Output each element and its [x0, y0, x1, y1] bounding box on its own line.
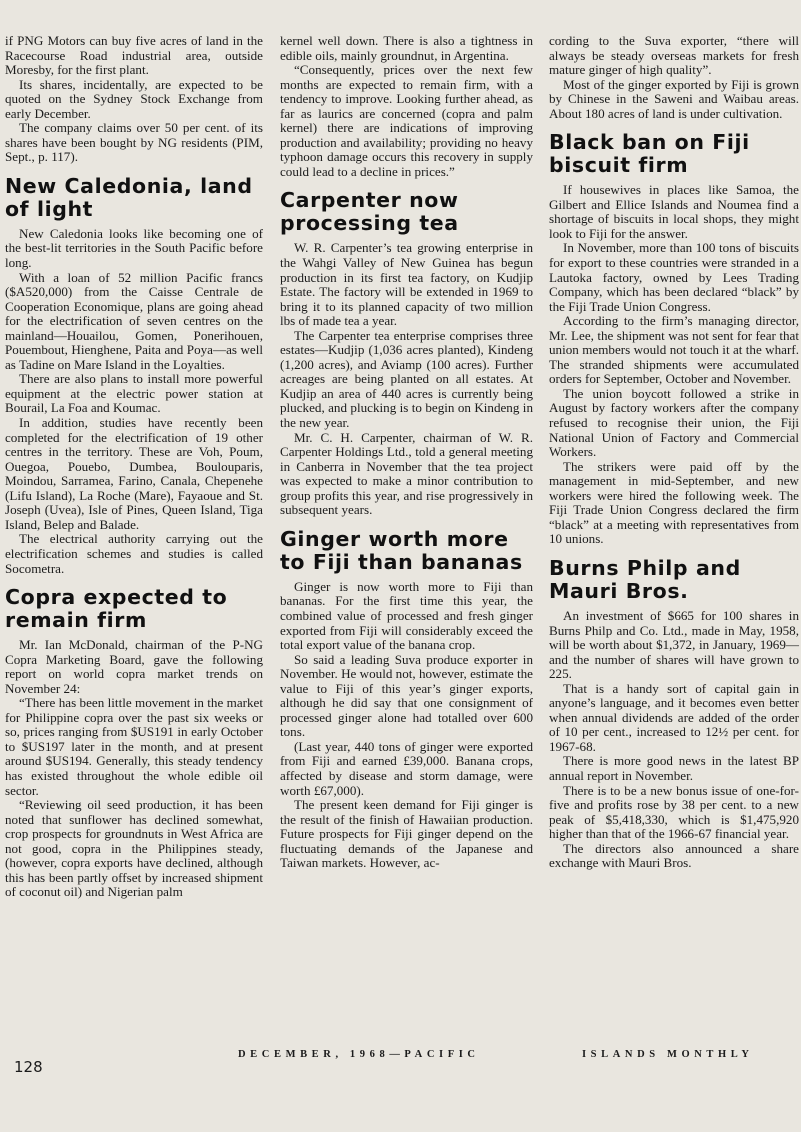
page-footer — [0, 1046, 801, 1086]
paragraph: In November, more than 100 tons of biscuits for export to these countries were stranded in a Lautoka factory, owned by Lees Trading Company, which has been declared “black” by the Fiji Trade Union Congress. — [549, 240, 799, 314]
paragraph: kernel well down. There is also a tightness in edible oils, mainly groundnut, in Argentina. — [280, 33, 533, 63]
paragraph: cording to the Suva exporter, “there will always be steady overseas markets for fresh mature ginger of high quality”. — [549, 33, 799, 78]
running-head-right: ISLANDS MONTHLY — [582, 1049, 754, 1060]
paragraph: The company claims over 50 per cent. of its shares have been bought by NG residents (PIM, Sept., p. 117). — [5, 120, 263, 165]
running-head-left: DECEMBER, 1968—PACIFIC — [238, 1049, 480, 1060]
page-number: 128 — [14, 1058, 43, 1076]
headline-ginger: Ginger worth more to Fiji than bananas — [280, 526, 523, 574]
paragraph: The Carpenter tea enterprise comprises three estates—Kudjip (1,036 acres planted), Kindeng (1,200 acres), and Aviamp (100 acres). Further acreages are being planted on all estates. At Kudjip an area of 440 acres is currently being plucked, and plucking is to begin on Kindeng in the new year. — [280, 327, 533, 431]
paragraph: The union boycott followed a strike in August by factory workers after the company refused to recognise their union, the Fiji National Union of Factory and Commercial Workers. — [549, 385, 799, 460]
paragraph: So said a leading Suva produce exporter in November. He would not, however, estimate the value to Fiji of this year’s ginger exports, although he did say that one consignment of processed ginger alone had totalled over 600 tons. — [280, 651, 533, 740]
headline-carpenter-tea: Carpenter now processing tea — [280, 188, 459, 236]
headline-copra: Copra expected to remain firm — [5, 585, 228, 633]
column-right — [549, 34, 799, 871]
paragraph: According to the firm’s managing director, Mr. Lee, the shipment was not sent for fear that union members would not touch it at the wharf. The stranded shipments were accumulated orders for September, October and November. — [549, 313, 799, 387]
paragraph: With a loan of 52 million Pacific francs ($A520,000) from the Caisse Centrale de Cooperation Economique, plans are going ahead for the electrification of seven centres on the mainland—Houailou, Gomen, Ponerihouen, Pouembout, Hienghene, Paita and Poya—as well as Tadine on Mare Island in the Loyalties. — [5, 269, 263, 372]
paragraph: Mr. Ian McDonald, chairman of the P-NG Copra Marketing Board, gave the following report on world copra market trends on November 24: — [5, 637, 263, 696]
paragraph: There are also plans to install more powerful equipment at the electric power station at Bourail, La Foa and Koumac. — [5, 371, 263, 416]
paragraph: “There has been little movement in the market for Philippine copra over the past six weeks or so, prices ranging from $US191 in early October to $US197 later in the month, and at present around $US194. Generally, this steady tendency has existed throughout the whole edible oil sector. — [5, 695, 263, 798]
paragraph: Ginger is now worth more to Fiji than bananas. For the first time this year, the combined value of processed and fresh ginger exported from Fiji will considerably exceed the total export value of the banana crop. — [280, 578, 533, 653]
paragraph: New Caledonia looks like becoming one of the best-lit territories in the South Pacific before long. — [5, 225, 263, 271]
paragraph: There is to be a new bonus issue of one-for-five and profits rose by 38 per cent. to a new peak of $5,418,330, which is $1,475,920 higher than that of the 1966-67 financial year. — [549, 782, 799, 842]
paragraph: There is more good news in the latest BP annual report in November. — [549, 753, 799, 783]
paragraph: if PNG Motors can buy five acres of land in the Racecourse Road industrial area, outside Moresby, for the first plant. — [5, 33, 263, 78]
headline-black-ban: Black ban on Fiji biscuit firm — [549, 130, 750, 178]
paragraph: W. R. Carpenter’s tea growing enterprise in the Wahgi Valley of New Guinea has begun production in its first tea factory, on Kudjip Estate. The factory will be extended in 1969 to bring it to its planned capacity of two million lbs of made tea a year. — [280, 240, 533, 329]
paragraph: If housewives in places like Samoa, the Gilbert and Ellice Islands and Noumea find a shortage of biscuits in local shops, they might look to Fiji for the answer. — [549, 182, 799, 241]
paragraph: “Reviewing oil seed production, it has been noted that sunflower has declined somewhat, crop prospects for groundnuts in West Africa are not good, copra in the Philippines steady, (however, copra exports have declined, although this has been partly offset by increased shipment of coconut oil) and Nigerian palm — [5, 797, 263, 900]
paragraph: The present keen demand for Fiji ginger is the result of the finish of Hawaiian production. Future prospects for Fiji ginger depend on the fluctuating demands of the Japanese and Taiwan markets. However, ac- — [280, 797, 533, 871]
paragraph: Mr. C. H. Carpenter, chairman of W. R. Carpenter Holdings Ltd., told a general meeting in Canberra in November that the tea project was expected to make a minor contribution to group profits this year, and rise progressively in subsequent years. — [280, 429, 533, 518]
paragraph: The strikers were paid off by the management in mid-September, and new workers were hired the following week. The Fiji Trade Union Congress declared the firm “black” at a meeting with representatives from 10 unions. — [549, 458, 799, 547]
paragraph: That is a handy sort of capital gain in anyone’s language, and it becomes even better when annual dividends are added of the order of 10 per cent., increased to 12½ per cent. for 1967-68. — [549, 680, 799, 754]
column-left — [5, 34, 263, 900]
headline-new-caledonia: New Caledonia, land of light — [5, 173, 253, 221]
paragraph: Most of the ginger exported by Fiji is grown by Chinese in the Saweni and Waibau areas. About 180 acres of land is under cultivation. — [549, 76, 799, 121]
paragraph: An investment of $665 for 100 shares in Burns Philp and Co. Ltd., made in May, 1958, will be worth about $1,372, in January, 1969—and the number of shares will have grown to 225. — [549, 607, 799, 682]
column-middle — [280, 34, 533, 871]
paragraph: The electrical authority carrying out the electrification schemes and studies is called Socometra. — [5, 531, 263, 576]
paragraph: The directors also announced a share exchange with Mauri Bros. — [549, 840, 799, 871]
paragraph: In addition, studies have recently been completed for the electrification of 19 other centres in the territory. These are Voh, Poum, Ouegoa, Pouebo, Dumbea, Boulouparis, Moindou, Sarramea, Farino, Canala, Chepenehe (Lifu Island), La Roche (Mare), Fayaoue and St. Joseph (Uvea), Isle of Pines, Queen Island, Tiga Island, Belep and Balade. — [5, 415, 263, 532]
headline-burns-philp: Burns Philp and Mauri Bros. — [549, 555, 741, 603]
paragraph: Its shares, incidentally, are expected to be quoted on the Sydney Stock Exchange from early December. — [5, 76, 263, 121]
paragraph: (Last year, 440 tons of ginger were exported from Fiji and earned £39,000. Banana crops, affected by disease and storm damage, were worth £67,000). — [280, 738, 533, 798]
paragraph: “Consequently, prices over the next few months are expected to remain firm, with a tendency to improve. Looking further ahead, as far as laurics are concerned (copra and palm kernel) there are indications of improving production and availability; providing no heavy typhoon damage occurs this recovery in supply could lead to a decline in prices.” — [280, 62, 533, 179]
